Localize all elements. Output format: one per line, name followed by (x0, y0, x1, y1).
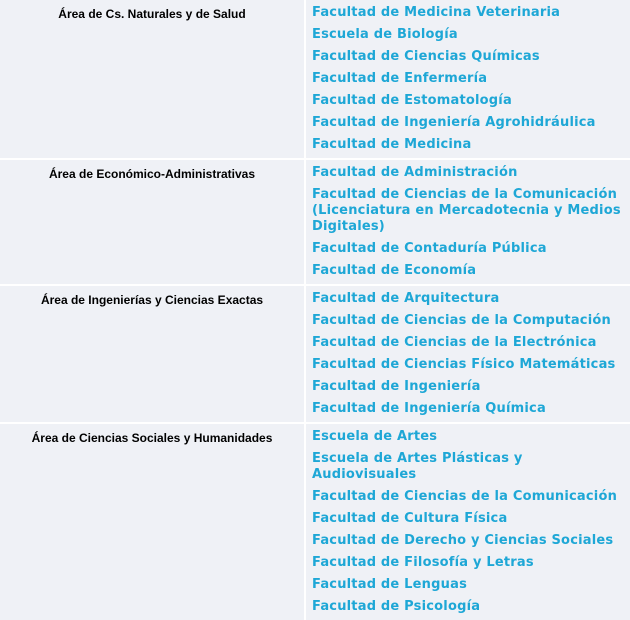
faculty-link[interactable]: Facultad de Enfermería (312, 71, 488, 86)
faculty-link[interactable]: Facultad de Ingeniería Agrohidráulica (312, 115, 596, 130)
faculty-link[interactable]: Facultad de Ciencias de la Electrónica (312, 335, 597, 350)
faculty-link[interactable]: Escuela de Artes (312, 429, 438, 444)
area-row-cs-naturales (0, 0, 630, 158)
faculty-link[interactable]: Facultad de Ciencias Químicas (312, 49, 540, 64)
faculty-link[interactable]: Facultad de Ciencias de la Computación (312, 313, 611, 328)
area-row-ingenierias-ciencias-exactas (0, 284, 630, 422)
faculty-list (306, 0, 630, 158)
faculty-link[interactable]: Facultad de Ingeniería Química (312, 401, 546, 416)
area-cell (0, 284, 306, 422)
faculty-link[interactable]: Facultad de Ciencias de la Comunicación (Licenciatura en Mercadotecnia y Medios Digitales) (312, 187, 621, 234)
faculty-list (306, 160, 630, 284)
faculty-link[interactable]: Facultad de Derecho y Ciencias Sociales (312, 533, 614, 548)
faculty-link[interactable]: Facultad de Arquitectura (312, 291, 500, 306)
faculty-list-cell (306, 158, 630, 284)
faculty-link[interactable]: Facultad de Lenguas (312, 577, 468, 592)
faculty-link[interactable]: Facultad de Filosofía y Letras (312, 555, 534, 570)
area-cell (0, 158, 306, 284)
faculty-list-cell (306, 284, 630, 422)
faculty-link[interactable]: Facultad de Economía (312, 263, 477, 278)
area-row-ciencias-sociales-humanidades (0, 422, 630, 620)
faculty-link[interactable]: Facultad de Administración (312, 165, 518, 180)
area-name: Área de Ciencias Sociales y Humanidades (31, 431, 273, 445)
faculty-link[interactable]: Facultad de Medicina Veterinaria (312, 5, 561, 20)
faculty-link[interactable]: Facultad de Psicología (312, 599, 481, 614)
faculty-list (306, 424, 630, 620)
faculty-list-cell (306, 0, 630, 158)
faculty-link[interactable]: Facultad de Cultura Física (312, 511, 508, 526)
faculty-link[interactable]: Facultad de Estomatología (312, 93, 512, 108)
area-name: Área de Cs. Naturales y de Salud (58, 7, 246, 21)
faculty-link[interactable]: Facultad de Contaduría Pública (312, 241, 547, 256)
area-name: Área de Económico-Administrativas (48, 167, 256, 181)
area-row-economico-administrativas (0, 158, 630, 284)
faculty-list (306, 286, 630, 422)
faculty-list-cell (306, 422, 630, 620)
faculty-link[interactable]: Escuela de Biología (312, 27, 458, 42)
faculty-link[interactable]: Facultad de Medicina (312, 137, 472, 152)
area-cell (0, 422, 306, 620)
faculty-link[interactable]: Facultad de Ingeniería (312, 379, 481, 394)
faculty-link[interactable]: Facultad de Ciencias de la Comunicación (312, 489, 618, 504)
faculty-link[interactable]: Escuela de Artes Plásticas y Audiovisuales (312, 451, 523, 482)
area-name: Área de Ingenierías y Ciencias Exactas (40, 293, 264, 307)
area-cell (0, 0, 306, 158)
faculty-link[interactable]: Facultad de Ciencias Físico Matemáticas (312, 357, 616, 372)
